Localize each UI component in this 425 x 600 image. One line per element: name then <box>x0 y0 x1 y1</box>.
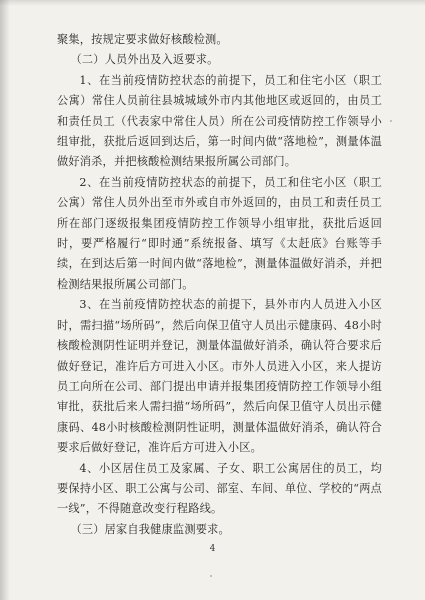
section-heading-two: （二）人员外出及入返要求。 <box>70 53 219 67</box>
continuation-paragraph: 聚集，按规定要求做好核酸检测。 <box>57 33 228 46</box>
page-number: 4 <box>209 544 216 554</box>
scan-speck <box>390 120 392 122</box>
paragraph-item-1: 1、在当前疫情防控状态的前提下，员工和住宅小区（职工公寓）常住人员前往县城城域外市内其他地区或返回的，由员工和责任员工（代表家中常住人员）所在公司疫情防控工作领导小组审批，获批后返回到达后，第一时间内做“落地检”，测量体温做好消杀，并把核酸检测结果报所属公司部门。 <box>57 73 382 169</box>
paragraph-item-2: 2、在当前疫情防控状态的前提下，员工和住宅小区（职工公寓）常住人员外出至市外或自市外返回的，由员工和责任员工所在部门逐级报集团疫情防控工作领导小组审批，获批后返回时，要严格履行“即时通”系统报备、填写《太赶底》台账等手续，在到达后第一时间内做“落地检”，测量体温做好消杀，并把检测结果报所属公司部门。 <box>57 175 382 291</box>
paragraph-item-3: 3、在当前疫情防控状态的前提下，县外市内人员进入小区时，需扫描“场所码”，然后向保卫值守人员出示健康码、48小时核酸检测阴性证明并登记，测量体温做好消杀，确认符合要求后做好登记，准许后方可进入小区。市外人员进入小区，来人提访员工向所在公司、部门提出申请并报集团疫情防控工作领导小组审批，获批后来人需扫描“场所码”，然后向保卫值守人员出示健康码、48小时核酸检测阴性证明，测量体温做好消杀，确认符合要求后做好登记，准许后方可进入小区。 <box>57 298 382 455</box>
scan-speck <box>210 575 212 577</box>
paragraph-item-4: 4、小区居住员工及家属、子女、职工公寓居住的员工，均要保持小区、职工公寓与公司、部室、车间、单位、学校的“两点一线”，不得随意改变行程路线。 <box>57 461 382 516</box>
section-heading-three: （三）居家自我健康监测要求。 <box>70 522 230 536</box>
document-body <box>57 30 382 540</box>
scan-top-shadow <box>0 0 425 6</box>
scan-edge-shadow <box>0 0 10 600</box>
